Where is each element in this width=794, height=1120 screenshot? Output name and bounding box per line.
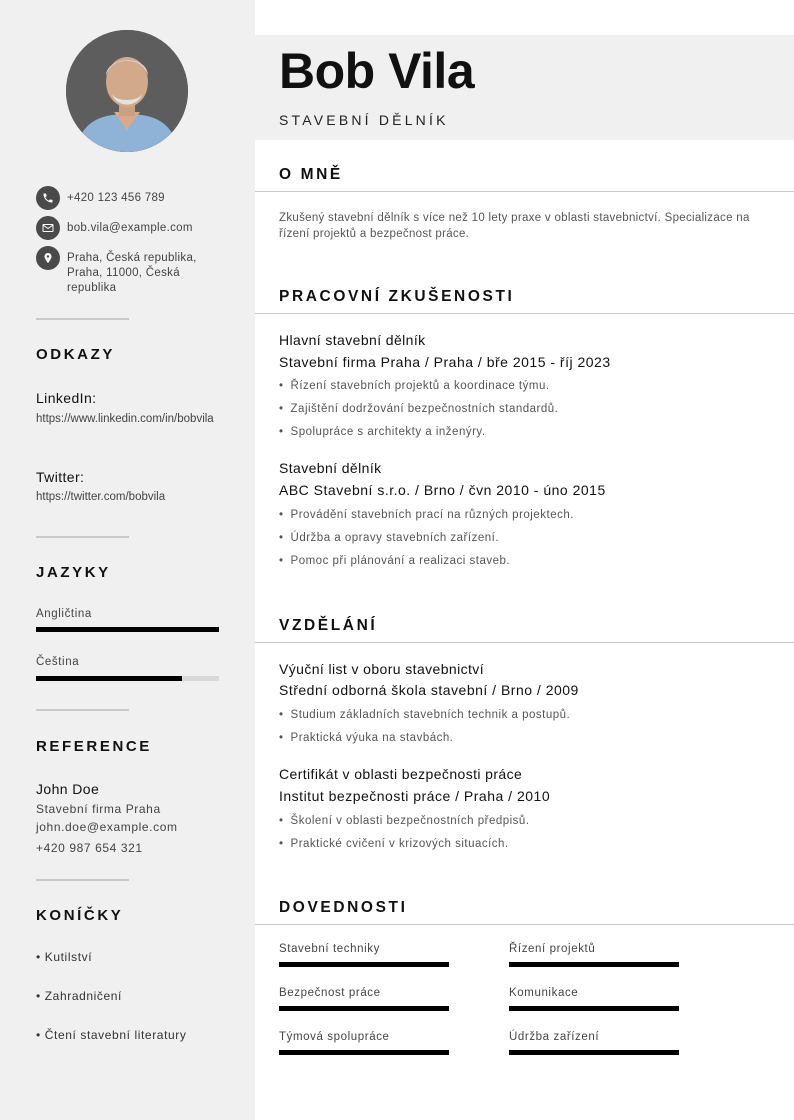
phone-icon bbox=[36, 186, 60, 210]
sidebar-divider bbox=[36, 879, 129, 881]
contact-address bbox=[36, 246, 212, 296]
reference-email[interactable]: john.doe@example.com bbox=[36, 820, 178, 834]
reference-heading: REFERENCE bbox=[36, 738, 152, 755]
education-bullet: • Praktická výuka na stavbách. bbox=[279, 732, 453, 744]
contact-phone bbox=[36, 186, 207, 210]
skill-label: Týmová spolupráce bbox=[279, 1031, 390, 1043]
section-rule bbox=[255, 313, 794, 314]
job-title-entry: Stavební dělník bbox=[279, 460, 382, 476]
skill-label: Stavební techniky bbox=[279, 943, 380, 955]
language-level-bar bbox=[36, 627, 219, 632]
hobby-item: • Zahradničení bbox=[36, 989, 122, 1003]
skill-level-fill bbox=[509, 962, 679, 967]
sidebar-divider bbox=[36, 536, 129, 538]
hobby-item: • Čtení stavební literatury bbox=[36, 1028, 187, 1042]
skill-level-bar bbox=[509, 962, 679, 967]
language-level-fill bbox=[36, 627, 219, 632]
skills-heading: DOVEDNOSTI bbox=[279, 899, 408, 916]
phone-text: +420 123 456 789 bbox=[67, 192, 165, 204]
job-bullet: • Pomoc při plánování a realizaci staveb. bbox=[279, 555, 510, 567]
job-bullet: • Údržba a opravy stavebních zařízení. bbox=[279, 532, 499, 544]
sidebar-divider bbox=[36, 318, 129, 320]
language-level-bar bbox=[36, 676, 219, 681]
linkedin-label: LinkedIn: bbox=[36, 390, 97, 406]
skill-level-fill bbox=[279, 1006, 449, 1011]
reference-company: Stavební firma Praha bbox=[36, 802, 161, 816]
reference-name: John Doe bbox=[36, 781, 100, 797]
reference-phone: +420 987 654 321 bbox=[36, 841, 143, 855]
skill-level-bar bbox=[509, 1006, 679, 1011]
job-title: STAVEBNÍ DĚLNÍK bbox=[279, 112, 449, 128]
hobby-item: • Kutilství bbox=[36, 950, 93, 964]
language-label: Čeština bbox=[36, 656, 80, 668]
links-heading: ODKAZY bbox=[36, 346, 115, 363]
education-school: Institut bezpečnosti práce / Praha / 2010 bbox=[279, 788, 551, 804]
experience-heading: PRACOVNÍ ZKUŠENOSTI bbox=[279, 288, 515, 305]
education-heading: VZDĚLÁNÍ bbox=[279, 617, 378, 634]
language-level-fill bbox=[36, 676, 182, 681]
skill-level-fill bbox=[279, 1050, 449, 1055]
languages-heading: JAZYKY bbox=[36, 564, 111, 581]
address-text: Praha, Česká republika, Praha, 11000, Česká republika bbox=[67, 252, 197, 294]
skill-level-bar bbox=[279, 1006, 449, 1011]
contact-email bbox=[36, 216, 207, 240]
hobby-text: Kutilství bbox=[44, 950, 93, 964]
education-title: Výuční list v oboru stavebnictví bbox=[279, 661, 484, 677]
education-school: Střední odborná škola stavební / Brno / 2009 bbox=[279, 682, 579, 698]
hobby-text: Čtení stavební literatury bbox=[44, 1028, 187, 1042]
skill-label: Komunikace bbox=[509, 987, 579, 999]
hobbies-heading: KONÍČKY bbox=[36, 907, 124, 924]
about-heading: O MNĚ bbox=[279, 166, 343, 183]
skill-label: Údržba zařízení bbox=[509, 1031, 600, 1043]
avatar bbox=[66, 30, 188, 152]
email-text[interactable]: bob.vila@example.com bbox=[67, 222, 193, 234]
skill-level-fill bbox=[509, 1050, 679, 1055]
email-icon bbox=[36, 216, 60, 240]
education-bullet: • Studium základních stavebních technik a postupů. bbox=[279, 709, 570, 721]
education-title: Certifikát v oblasti bezpečnosti práce bbox=[279, 766, 523, 782]
skill-level-fill bbox=[509, 1006, 679, 1011]
hobby-text: Zahradničení bbox=[44, 989, 122, 1003]
sidebar-divider bbox=[36, 709, 129, 711]
skill-level-bar bbox=[279, 1050, 449, 1055]
job-bullet: • Zajištění dodržování bezpečnostních standardů. bbox=[279, 403, 558, 415]
job-bullet: • Provádění stavebních prací na různých projektech. bbox=[279, 509, 574, 521]
location-icon bbox=[36, 246, 60, 270]
linkedin-link[interactable]: https://www.linkedin.com/in/bobvila bbox=[36, 413, 214, 425]
skill-label: Bezpečnost práce bbox=[279, 987, 381, 999]
job-bullet: • Řízení stavebních projektů a koordinace týmu. bbox=[279, 380, 550, 392]
education-bullet: • Praktické cvičení v krizových situacích. bbox=[279, 838, 509, 850]
language-label: Angličtina bbox=[36, 608, 92, 620]
skill-label: Řízení projektů bbox=[509, 943, 596, 955]
section-rule bbox=[255, 924, 794, 925]
about-text: Zkušený stavební dělník s více než 10 lety praxe v oblasti stavebnictví. Specializace na řízení projektů a bezpečnost práce. bbox=[279, 212, 750, 240]
job-bullet: • Spolupráce s architekty a inženýry. bbox=[279, 426, 486, 438]
skill-level-bar bbox=[509, 1050, 679, 1055]
job-title-entry: Hlavní stavební dělník bbox=[279, 332, 426, 348]
skill-level-fill bbox=[279, 962, 449, 967]
person-name: Bob Vila bbox=[279, 43, 475, 99]
education-bullet: • Školení v oblasti bezpečnostních předpisů. bbox=[279, 815, 530, 827]
section-rule bbox=[255, 642, 794, 643]
job-employer: Stavební firma Praha / Praha / bře 2015 - říj 2023 bbox=[279, 354, 611, 370]
section-rule bbox=[255, 191, 794, 192]
job-employer: ABC Stavební s.r.o. / Brno / čvn 2010 - úno 2015 bbox=[279, 482, 606, 498]
skill-level-bar bbox=[279, 962, 449, 967]
twitter-label: Twitter: bbox=[36, 469, 85, 485]
twitter-link[interactable]: https://twitter.com/bobvila bbox=[36, 491, 166, 503]
